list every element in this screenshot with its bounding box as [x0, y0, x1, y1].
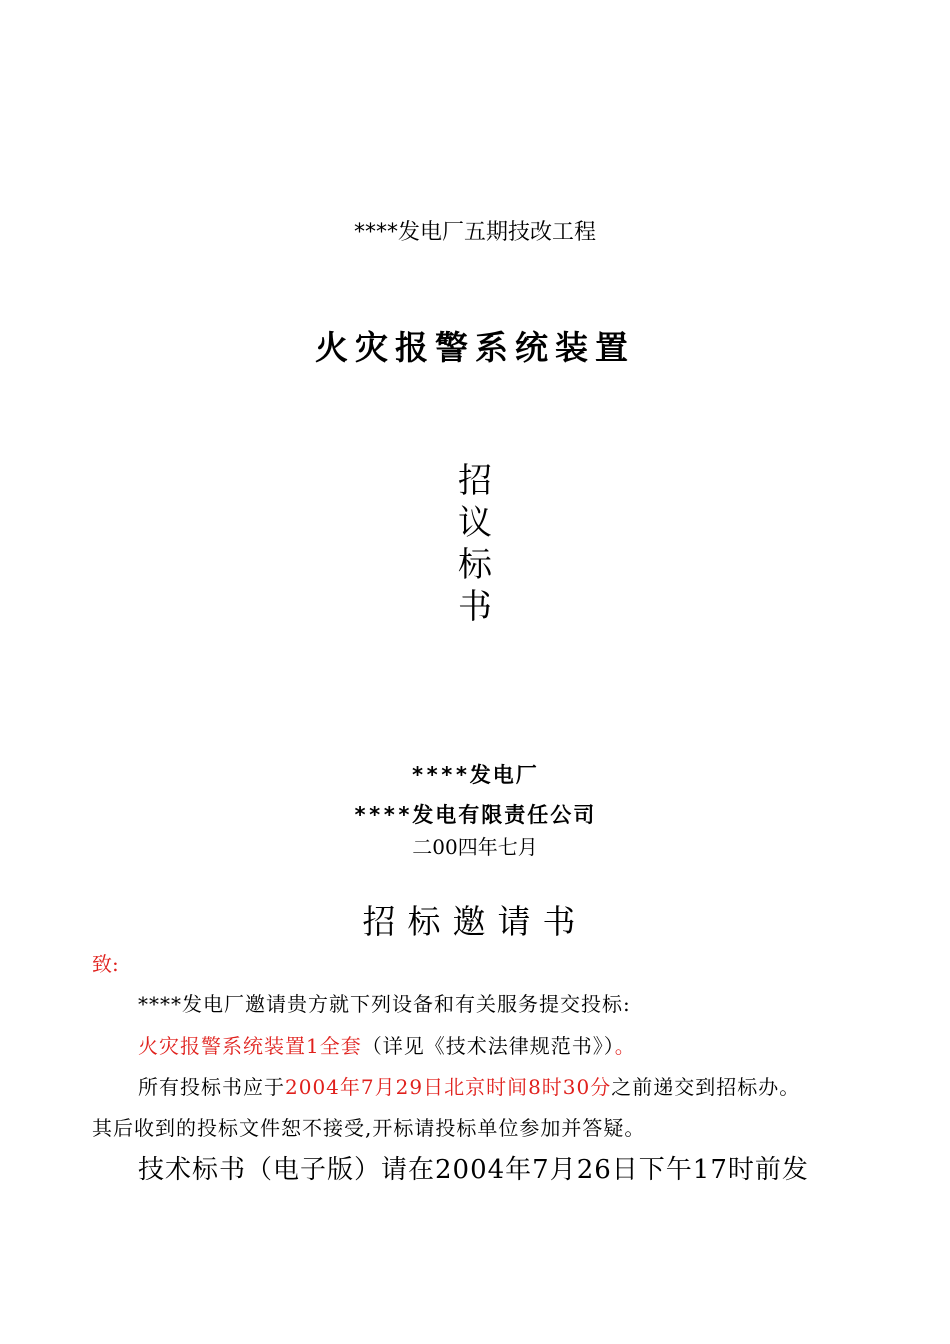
vertical-subtitle	[0, 460, 950, 628]
paragraph-scope	[138, 1032, 636, 1060]
equipment-highlight: 火灾报警系统装置1全套	[138, 1034, 362, 1058]
invitation-title: 招标邀请书	[362, 902, 588, 941]
paragraph-deadline-continued: 其后收到的投标文件恕不接受,开标请投标单位参加并答疑。	[92, 1116, 646, 1140]
paragraph-deadline	[138, 1073, 800, 1101]
cover-date: 二00四年七月	[412, 835, 538, 859]
vertical-char: 标	[458, 545, 492, 585]
spec-reference: （详见《技术法律规范书》）	[361, 1034, 615, 1058]
scope-period: 。	[614, 1034, 636, 1058]
vertical-char: 书	[458, 587, 492, 627]
vertical-char: 招	[458, 461, 492, 501]
issuer-company: ****发电有限责任公司	[353, 803, 597, 827]
deadline-highlight: 2004年7月29日北京时间8时30分	[285, 1075, 612, 1099]
issuer-plant: ****发电厂	[411, 763, 539, 787]
cover-title: 火灾报警系统装置	[315, 328, 635, 367]
vertical-char: 议	[458, 503, 492, 543]
deadline-lead: 所有投标书应于	[138, 1075, 285, 1099]
salutation: 致:	[92, 952, 119, 976]
paragraph-electronic-submission: 技术标书（电子版）请在2004年7月26日下午17时前发	[138, 1155, 809, 1185]
paragraph-invite: ****发电厂邀请贵方就下列设备和有关服务提交投标:	[138, 992, 631, 1016]
deadline-tail: 之前递交到招标办。	[611, 1075, 801, 1099]
project-name: ****发电厂五期技改工程	[353, 220, 596, 245]
